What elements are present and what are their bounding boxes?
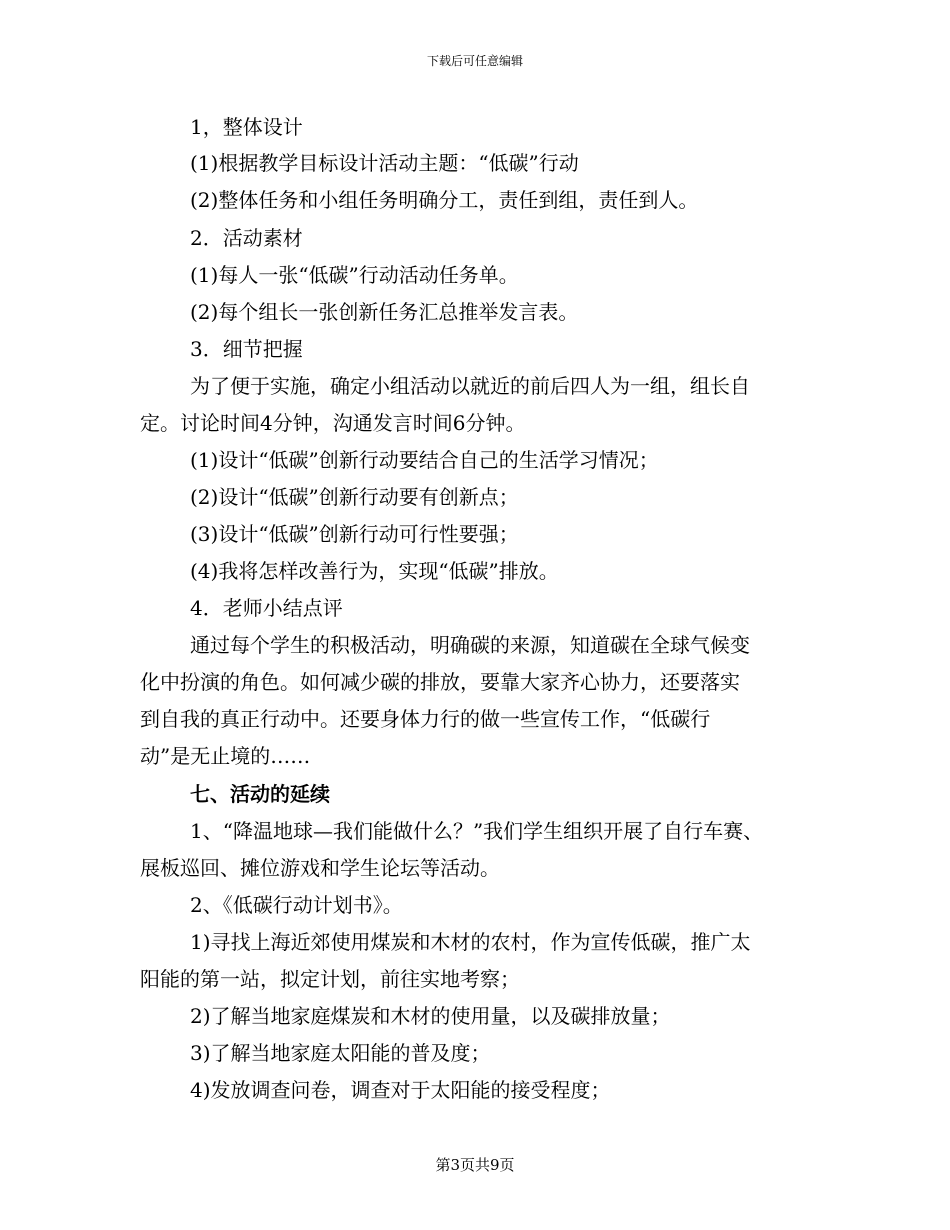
paragraph-line: 展板巡回、摊位游戏和学生论坛等活动。	[140, 856, 500, 880]
list-item: (1)设计“低碳”创新行动要结合自己的生活学习情况；	[190, 448, 659, 472]
paragraph-line: 定。讨论时间4分钟，沟通发言时间6分钟。	[140, 411, 526, 435]
paragraph-line: 2、《低碳行动计划书》。	[190, 893, 403, 917]
list-item: (4)我将怎样改善行为，实现“低碳”排放。	[190, 559, 559, 583]
paragraph-line: 1、“降温地球—我们能做什么？”我们学生组织开展了自行车赛、	[190, 819, 764, 843]
list-item: 3)了解当地家庭太阳能的普及度；	[190, 1041, 491, 1065]
heading-materials: 2．活动素材	[190, 226, 303, 250]
section-heading-continuation: 七、活动的延续	[190, 782, 330, 806]
list-item: (3)设计“低碳”创新行动可行性要强；	[190, 522, 519, 546]
heading-overall-design: 1，整体设计	[190, 115, 303, 139]
page-header: 下载后可任意编辑	[426, 54, 523, 68]
paragraph-line: 化中扮演的角色。如何减少碳的排放，要靠大家齐心协力，还要落实	[140, 670, 740, 694]
heading-summary: 4．老师小结点评	[190, 596, 343, 620]
paragraph-line: 通过每个学生的积极活动，明确碳的来源，知道碳在全球气候变	[190, 633, 750, 657]
paragraph-line: 阳能的第一站，拟定计划，前往实地考察；	[140, 967, 520, 991]
paragraph-line: 为了便于实施，确定小组活动以就近的前后四人为一组，组长自	[190, 374, 750, 398]
list-item: (2)每个组长一张创新任务汇总推举发言表。	[190, 300, 579, 324]
heading-details: 3．细节把握	[190, 337, 303, 361]
list-item: (1)根据教学目标设计活动主题：“低碳”行动	[190, 151, 579, 175]
list-item: (2)设计“低碳”创新行动要有创新点；	[190, 485, 519, 509]
paragraph-line: 到自我的真正行动中。还要身体力行的做一些宣传工作，“低碳行	[140, 707, 711, 731]
paragraph-line: 动”是无止境的……	[140, 744, 311, 768]
list-item: (2)整体任务和小组任务明确分工，责任到组，责任到人。	[190, 188, 699, 212]
list-item: 1)寻找上海近郊使用煤炭和木材的农村，作为宣传低碳，推广太	[190, 930, 751, 954]
list-item: (1)每人一张“低碳”行动活动任务单。	[190, 263, 519, 287]
page-number-footer: 第3页共9页	[435, 1156, 515, 1174]
list-item: 2)了解当地家庭煤炭和木材的使用量，以及碳排放量；	[190, 1004, 671, 1028]
list-item: 4)发放调查问卷，调查对于太阳能的接受程度；	[190, 1078, 611, 1102]
